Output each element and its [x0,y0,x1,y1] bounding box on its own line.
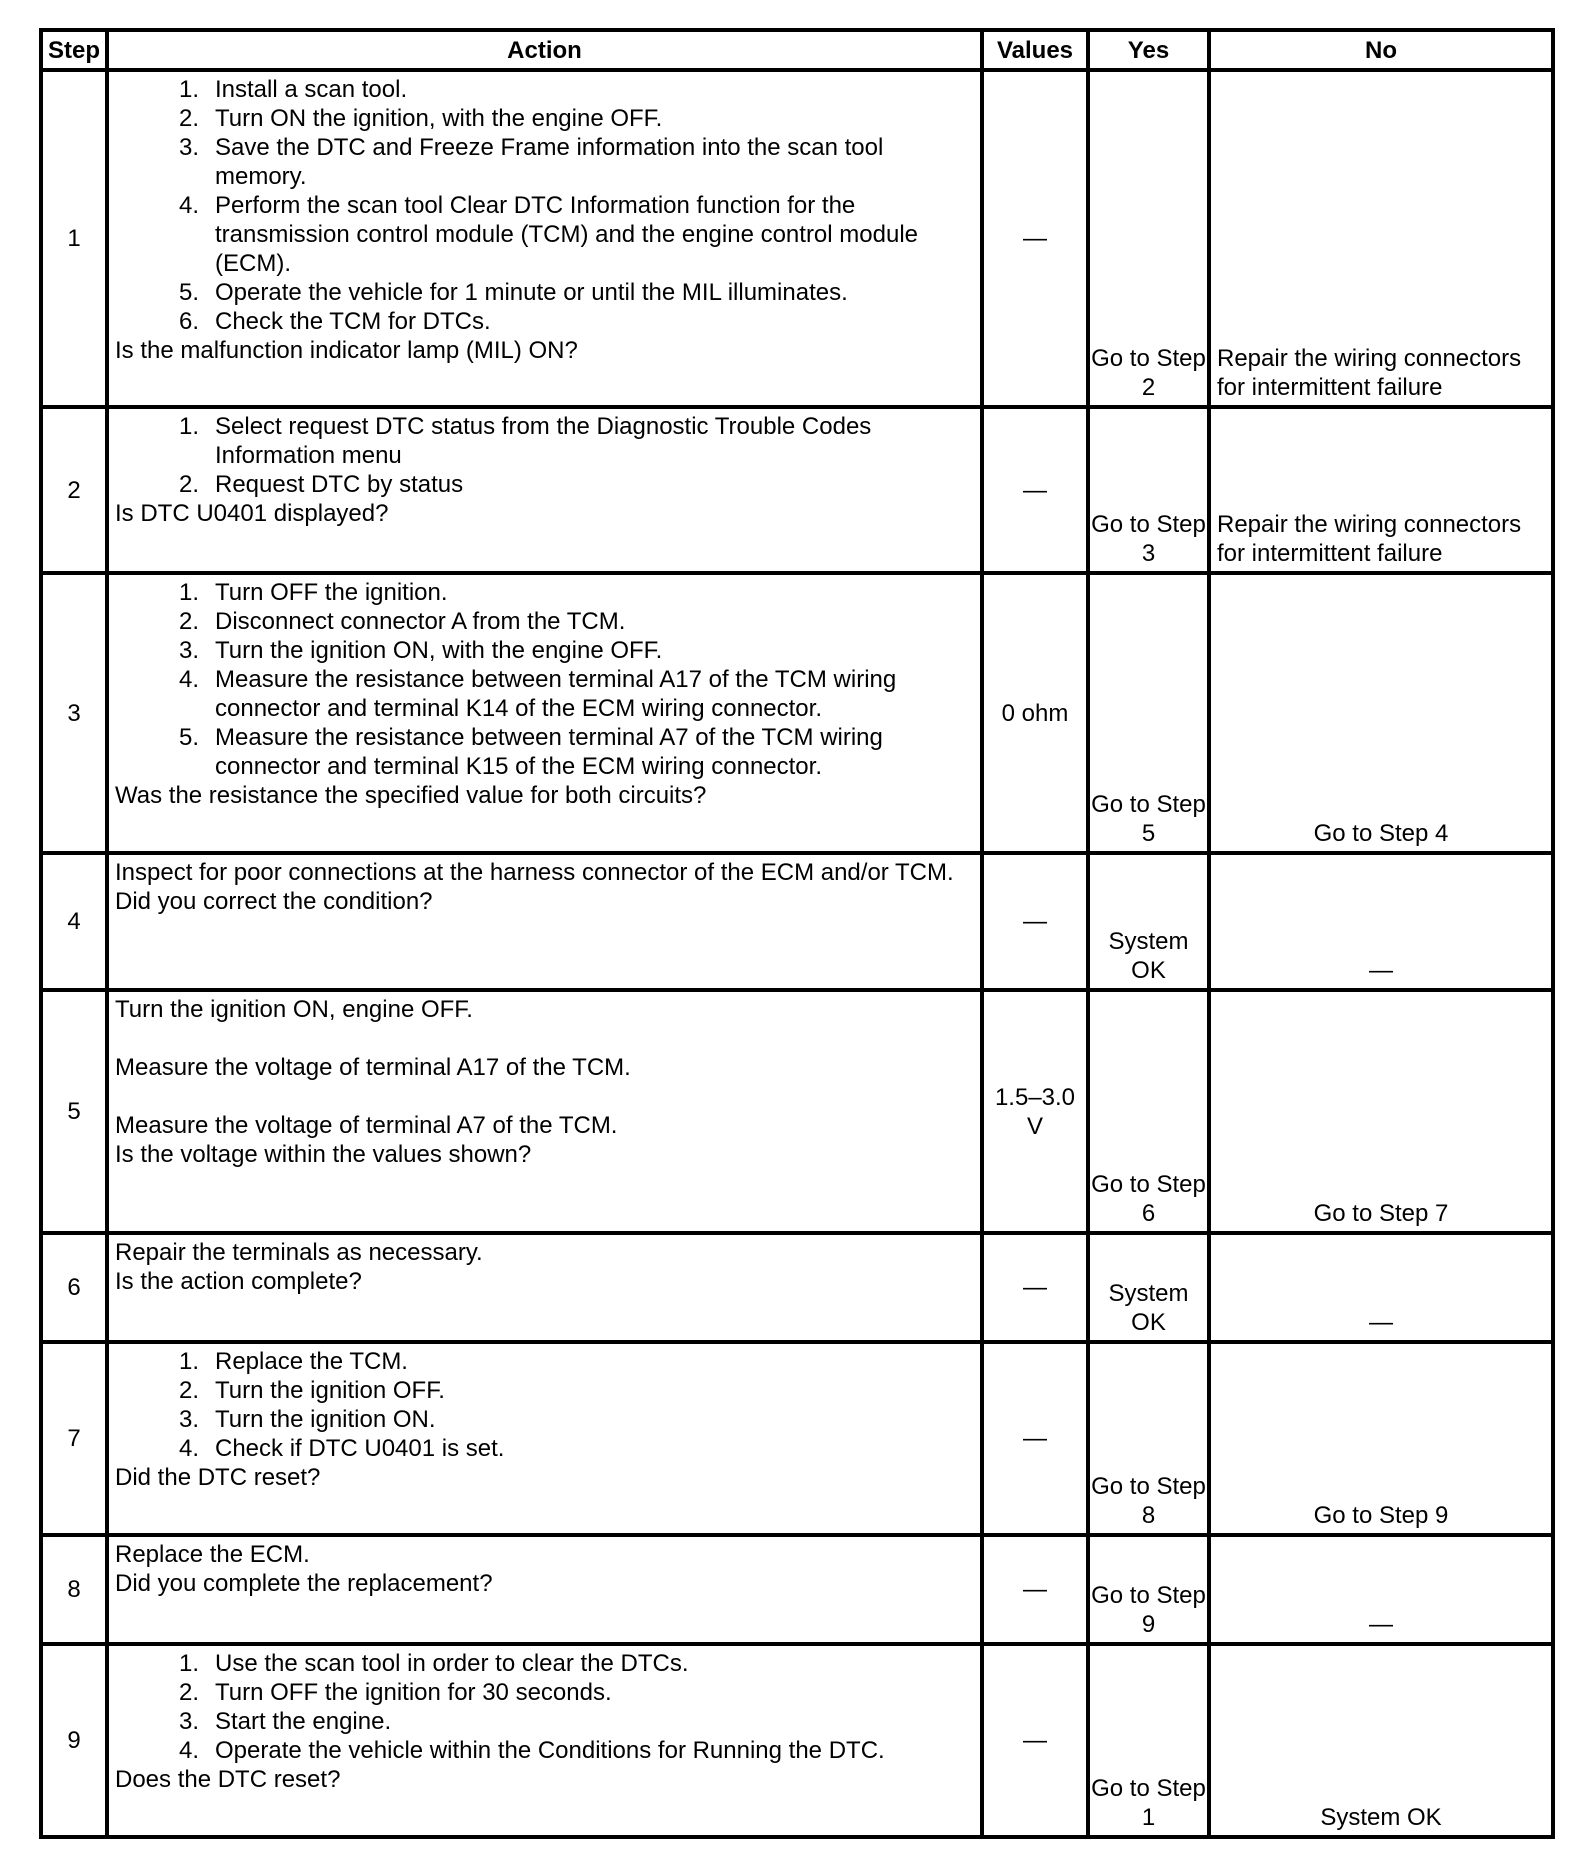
yes-cell: System OK [1088,853,1209,990]
action-text: Inspect for poor connections at the harness connector of the ECM and/or TCM. [115,859,954,886]
yes-cell: System OK [1088,1233,1209,1342]
action-text: Turn the ignition ON, engine OFF. [115,996,473,1023]
step-number: 9 [41,1644,107,1837]
action-question: Was the resistance the specified value for both circuits? [115,782,707,809]
no-cell: System OK [1209,1644,1553,1837]
action-cell [107,70,982,407]
item-number: 2. [178,1679,199,1706]
step-number: 6 [41,1233,107,1342]
item-number: 1. [178,1348,199,1375]
table-row [41,990,1553,1233]
item-number: 3. [178,1406,199,1433]
yes-cell: Go to Step 1 [1088,1644,1209,1837]
step-number: 3 [41,573,107,853]
step-number: 5 [41,990,107,1233]
no-cell: — [1209,853,1553,990]
no-cell: Repair the wiring connectors for intermittent failure [1209,407,1553,573]
item-text: Check the TCM for DTCs. [215,308,491,335]
header-action: Action [107,30,982,70]
list-item [115,1649,974,1678]
action-cell [107,573,982,853]
step-number: 2 [41,407,107,573]
list-item [115,307,974,336]
table-row [41,1233,1553,1342]
list-item [115,104,974,133]
values-cell: — [982,70,1088,407]
item-number: 2. [178,471,199,498]
yes-cell: Go to Step 9 [1088,1535,1209,1644]
item-text: Disconnect connector A from the TCM. [215,608,626,635]
step-number: 1 [41,70,107,407]
list-item [115,607,974,636]
table-row [41,1535,1553,1644]
item-text: Turn the ignition OFF. [215,1377,445,1404]
no-cell: Go to Step 9 [1209,1342,1553,1535]
item-number: 1. [178,1650,199,1677]
action-question: Did you complete the replacement? [115,1570,493,1597]
table-row [41,407,1553,573]
step-number: 4 [41,853,107,990]
action-question: Is the voltage within the values shown? [115,1141,532,1168]
item-text: Request DTC by status [215,471,464,498]
table-row [41,1644,1553,1837]
item-number: 3. [178,134,199,161]
action-text: Measure the voltage of terminal A7 of the TCM. [115,1112,618,1139]
item-number: 5. [178,279,199,306]
action-cell [107,1535,982,1644]
action-text [115,1082,974,1111]
action-text: Repair the terminals as necessary. [115,1239,483,1266]
action-cell [107,1233,982,1342]
item-text: Turn OFF the ignition for 30 seconds. [215,1679,612,1706]
values-cell: — [982,1535,1088,1644]
yes-cell: Go to Step 8 [1088,1342,1209,1535]
item-text: Select request DTC status from the Diagnostic Trouble Codes Information menu [215,413,872,469]
item-text: Replace the TCM. [215,1348,408,1375]
yes-cell: Go to Step 3 [1088,407,1209,573]
action-question: Does the DTC reset? [115,1766,341,1793]
header-yes: Yes [1088,30,1209,70]
action-cell [107,853,982,990]
values-cell: — [982,1644,1088,1837]
list-item [115,1707,974,1736]
action-question: Is the action complete? [115,1268,362,1295]
item-number: 5. [178,724,199,751]
item-number: 4. [178,1435,199,1462]
item-text: Operate the vehicle for 1 minute or until the MIL illuminates. [215,279,848,306]
action-list [115,412,974,499]
list-item [115,723,974,781]
step-number: 8 [41,1535,107,1644]
list-item [115,665,974,723]
table-row [41,573,1553,853]
action-text: Measure the voltage of terminal A17 of the TCM. [115,1054,631,1081]
item-text: Measure the resistance between terminal A7 of the TCM wiring connector and terminal K15 of the ECM wiring connector. [215,724,883,780]
no-cell: Go to Step 7 [1209,990,1553,1233]
item-number: 2. [178,608,199,635]
item-number: 2. [178,105,199,132]
item-text: Check if DTC U0401 is set. [215,1435,505,1462]
action-question: Is the malfunction indicator lamp (MIL) ON? [115,337,578,364]
list-item [115,578,974,607]
values-cell: — [982,853,1088,990]
header-no: No [1209,30,1553,70]
item-number: 1. [178,579,199,606]
diagnostic-table [39,28,1555,1839]
item-text: Operate the vehicle within the Conditions for Running the DTC. [215,1737,885,1764]
item-text: Install a scan tool. [215,76,408,103]
action-text: Replace the ECM. [115,1541,310,1568]
action-list [115,1347,974,1463]
list-item [115,1736,974,1765]
list-item [115,1434,974,1463]
action-cell [107,407,982,573]
action-text [115,1024,974,1053]
action-cell [107,1644,982,1837]
header-step: Step [41,30,107,70]
item-number: 3. [178,1708,199,1735]
item-text: Turn OFF the ignition. [215,579,448,606]
list-item [115,133,974,191]
yes-cell: Go to Step 6 [1088,990,1209,1233]
list-item [115,191,974,278]
list-item [115,278,974,307]
list-item [115,1347,974,1376]
item-text: Measure the resistance between terminal A17 of the TCM wiring connector and terminal K14 of the ECM wiring connector. [215,666,897,722]
values-cell: 0 ohm [982,573,1088,853]
list-item [115,1376,974,1405]
item-text: Turn the ignition ON. [215,1406,436,1433]
item-text: Turn the ignition ON, with the engine OFF. [215,637,663,664]
list-item [115,75,974,104]
list-item [115,470,974,499]
item-text: Start the engine. [215,1708,392,1735]
values-cell: — [982,407,1088,573]
header-row [41,30,1553,70]
item-text: Save the DTC and Freeze Frame information into the scan tool memory. [215,134,884,190]
no-cell: — [1209,1535,1553,1644]
no-cell: — [1209,1233,1553,1342]
action-list [115,578,974,781]
action-question: Is DTC U0401 displayed? [115,500,389,527]
item-number: 2. [178,1377,199,1404]
action-question: Did the DTC reset? [115,1464,321,1491]
yes-cell: Go to Step 5 [1088,573,1209,853]
values-cell: 1.5–3.0 V [982,990,1088,1233]
table-row [41,70,1553,407]
action-list [115,1649,974,1765]
item-number: 3. [178,637,199,664]
item-text: Use the scan tool in order to clear the DTCs. [215,1650,689,1677]
action-cell [107,990,982,1233]
item-number: 1. [178,76,199,103]
no-cell: Go to Step 4 [1209,573,1553,853]
action-question: Did you correct the condition? [115,888,433,915]
item-number: 4. [178,192,199,219]
values-cell: — [982,1342,1088,1535]
step-number: 7 [41,1342,107,1535]
action-cell [107,1342,982,1535]
header-values: Values [982,30,1088,70]
no-cell: Repair the wiring connectors for intermittent failure [1209,70,1553,407]
list-item [115,412,974,470]
list-item [115,1678,974,1707]
table-row [41,1342,1553,1535]
item-number: 6. [178,308,199,335]
list-item [115,636,974,665]
item-text: Perform the scan tool Clear DTC Information function for the transmission control module (TCM) and the engine control module (ECM). [215,192,918,277]
item-text: Turn ON the ignition, with the engine OFF. [215,105,663,132]
list-item [115,1405,974,1434]
item-number: 4. [178,1737,199,1764]
table-row [41,853,1553,990]
yes-cell: Go to Step 2 [1088,70,1209,407]
item-number: 4. [178,666,199,693]
values-cell: — [982,1233,1088,1342]
action-list [115,75,974,336]
item-number: 1. [178,413,199,440]
